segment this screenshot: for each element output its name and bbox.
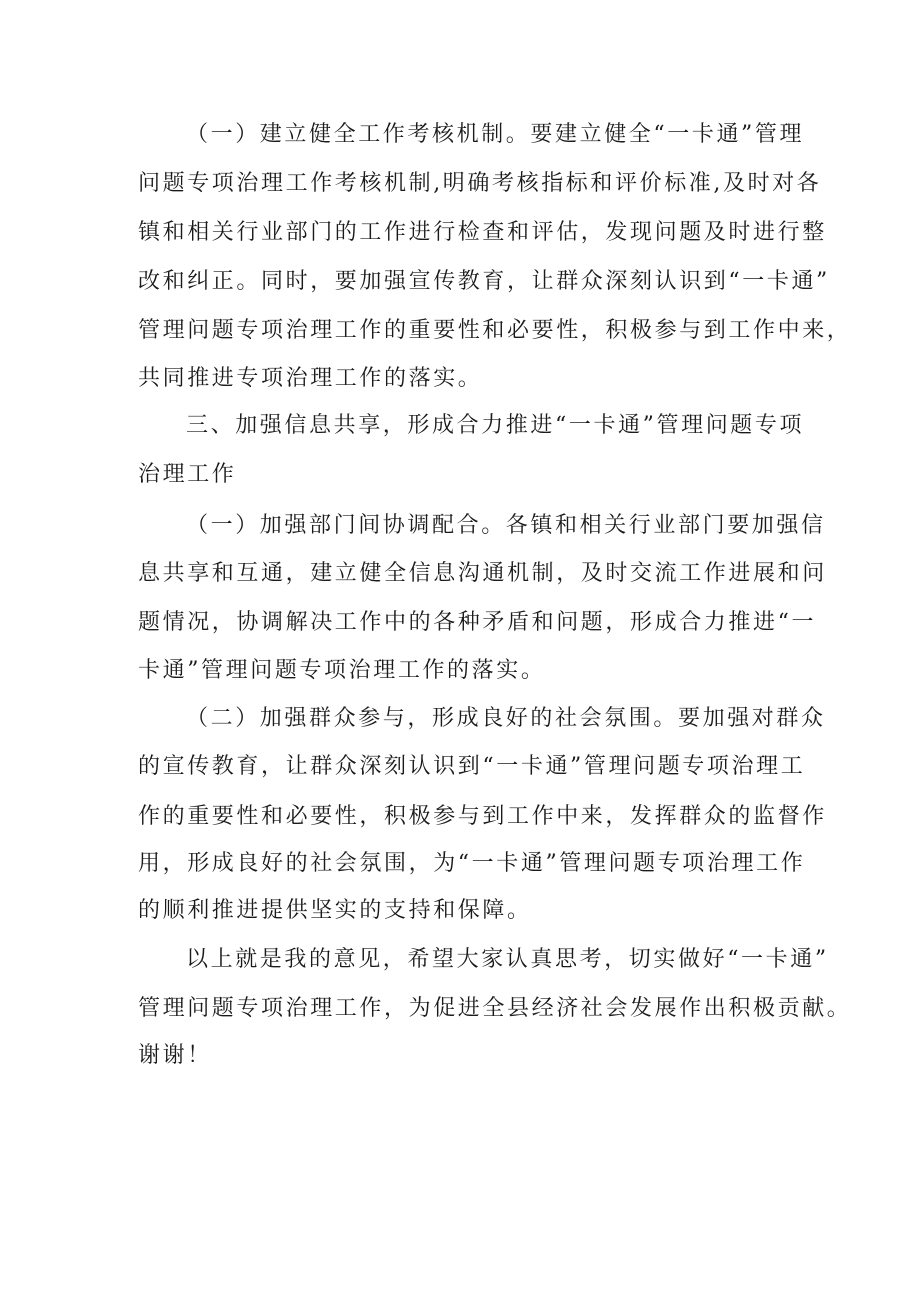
paragraph-3-line-2: 的宣传教育，让群众深刻认识到“一卡通”管理问题专项治理工 <box>138 754 806 779</box>
closing-line-2: 管理问题专项治理工作，为促进全县经济社会发展作出积极贡献。 <box>138 996 852 1021</box>
paragraph-3-line-1: （二）加强群众参与，形成良好的社会氛围。要加强对群众 <box>186 706 826 731</box>
paragraph-1-line-6: 共同推进专项治理工作的落实。 <box>138 366 483 391</box>
closing-line-3: 谢谢！ <box>138 1043 212 1068</box>
section-heading-line-2: 治理工作 <box>138 462 237 487</box>
paragraph-2-line-3: 题情况，协调解决工作中的各种矛盾和问题，形成合力推进“一 <box>138 610 817 635</box>
paragraph-2-line-2: 息共享和互通，建立健全信息沟通机制，及时交流工作进展和问 <box>138 561 827 586</box>
paragraph-2-line-4: 卡通”管理问题专项治理工作的落实。 <box>138 658 546 683</box>
paragraph-3-line-5: 的顺利推进提供坚实的支持和保障。 <box>138 898 532 923</box>
closing-line-1: 以上就是我的意见，希望大家认真思考，切实做好“一卡通” <box>186 947 829 972</box>
paragraph-2-line-1: （一）加强部门间协调配合。各镇和相关行业部门要加强信 <box>186 513 826 538</box>
paragraph-1-line-3: 镇和相关行业部门的工作进行检查和评估，发现问题及时进行整 <box>138 220 827 245</box>
paragraph-3-line-4: 用，形成良好的社会氛围，为“一卡通”管理问题专项治理工作 <box>138 851 806 876</box>
paragraph-1-line-4: 改和纠正。同时，要加强宣传教育，让群众深刻认识到“一卡通” <box>138 269 830 294</box>
paragraph-1-line-1: （一）建立健全工作考核机制。要建立健全“一卡通”管理 <box>186 122 805 147</box>
section-heading-line-1: 三、加强信息共享，形成合力推进“一卡通”管理问题专项 <box>186 413 805 438</box>
paragraph-1-line-2: 问题专项治理工作考核机制,明确考核指标和评价标准,及时对各 <box>138 171 822 196</box>
paragraph-3-line-3: 作的重要性和必要性，积极参与到工作中来，发挥群众的监督作 <box>138 804 827 829</box>
paragraph-1-line-5: 管理问题专项治理工作的重要性和必要性，积极参与到工作中来， <box>138 318 852 343</box>
